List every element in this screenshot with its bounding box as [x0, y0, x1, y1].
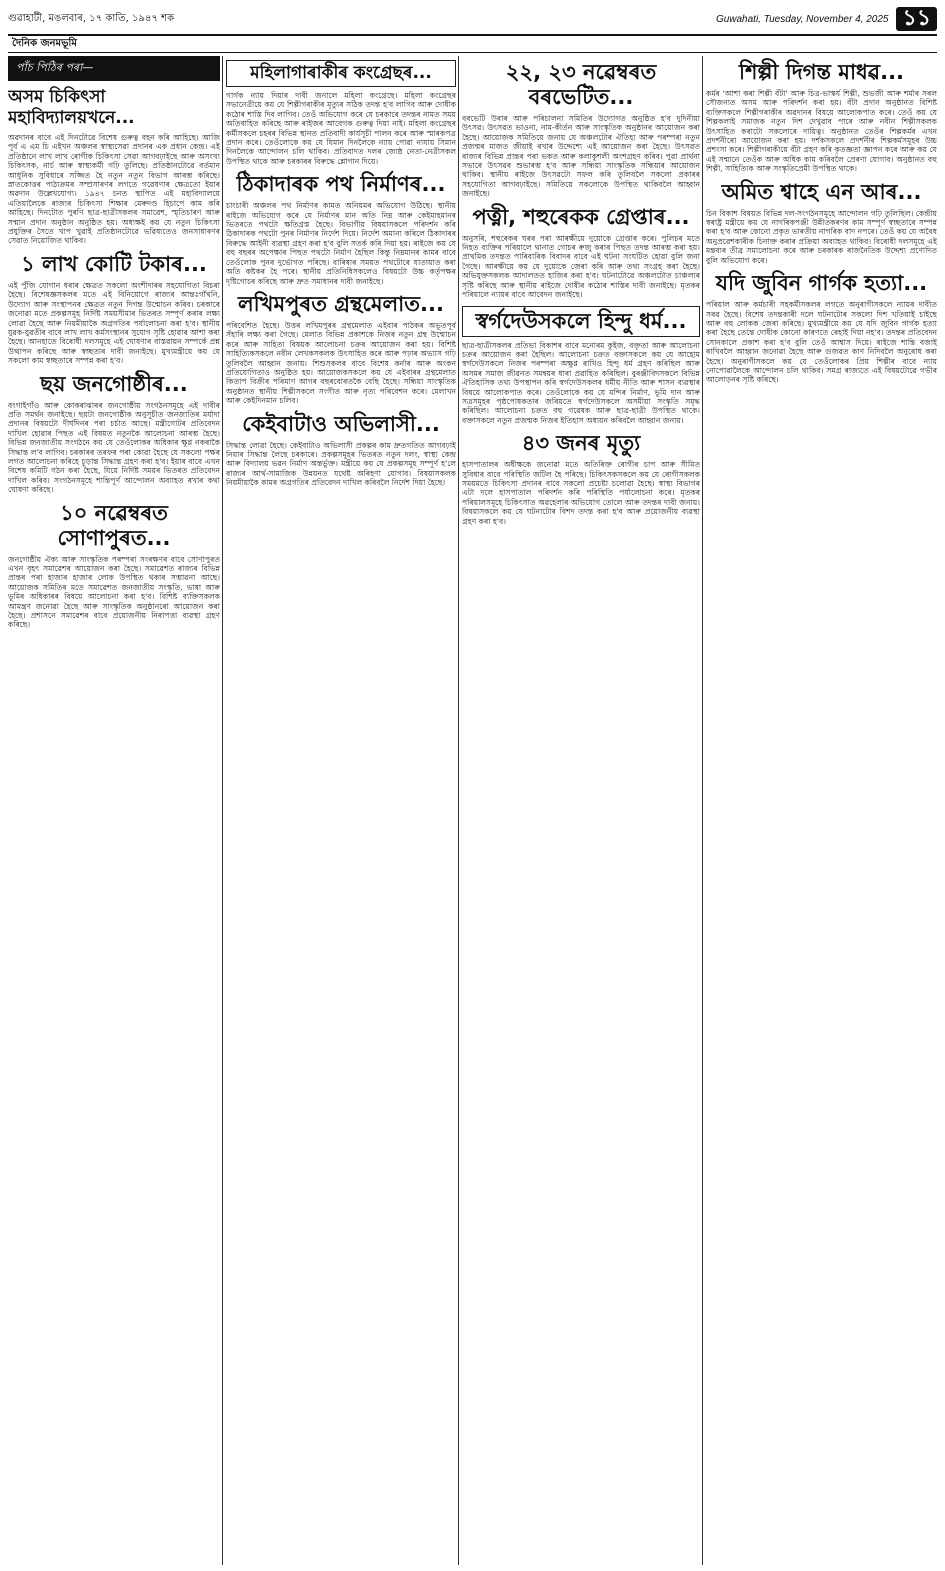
column-1 — [8, 56, 220, 1565]
article-body: বৰভেটি উৰাৰ আৰু পৰিচালনা সমিতিৰ উদ্যোগত অনুষ্ঠিত হ'ব দুদিনীয়া উৎসৱ। উৎসৱত ভাওনা, নাম-কীৰ্তন আৰু সাংস্কৃতিক অনুষ্ঠানৰ আয়োজন কৰা হৈছে। আয়োজক সমিতিয়ে জনায় যে অঞ্চলটোৰ ঐতিহ্য আৰু পৰম্পৰা নতুন প্ৰজন্মৰ মাজত জীয়াই ৰখাৰ উদ্দেশ্যে এই আয়োজন কৰা হৈছে। উৎসৱত ৰাজ্যৰ বিভিন্ন প্ৰান্তৰ পৰা ভকত আৰু কলাকুশলী অংশগ্ৰহণ কৰিব। পুৱা প্ৰাৰ্থনা সভাৰে উৎসৱৰ শুভাৰম্ভ হ'ব আৰু সন্ধিয়া সাংস্কৃতিক সন্ধিয়াৰ আয়োজন থাকিব। স্থানীয় ৰাইজে উৎসৱটো সফল কৰি তুলিবলৈ সকলো প্ৰকাৰৰ সহযোগিতা আগবঢ়াইছে। সমিতিয়ে সকলোকে উপস্থিত থাকিবলৈ আহ্বান জনাইছে। — [462, 114, 700, 199]
column-rule — [458, 56, 459, 1565]
article-headline: ১০ নৱেম্বৰত সোণাপুৰত... — [57, 500, 171, 550]
article-headline: ৪৩ জনৰ মৃত্যু — [521, 431, 641, 456]
article-body: পৰিবেশিত হৈছে। উত্তৰ লখিমপুৰৰ গ্ৰন্থমেলাত এইবাৰ পাঠকৰ অভূতপূৰ্ব সঁহাৰি লক্ষ্য কৰা গৈছে। মেলাত বিভিন্ন প্ৰকাশকে নিজৰ নতুন গ্ৰন্থ উন্মোচন কৰে আৰু সাহিত্য বিষয়ক আলোচনা চক্ৰৰ আয়োজন কৰা হয়। বিশিষ্ট সাহিত্যিকসকলে নবীন লেখকসকলক উৎসাহিত কৰে আৰু পঢ়াৰ অভ্যাস গঢ়ি তুলিবলৈ আহ্বান জনায়। শিশুসকলৰ বাবে বিশেষ কৰ্নাৰ আৰু অংকন প্ৰতিযোগিতাও অনুষ্ঠিত হয়। আয়োজকসকলে কয় যে এইবাৰৰ গ্ৰন্থমেলাত কিতাপ বিক্ৰীৰ পৰিমাণ আগৰ বছৰবোৰতকৈ বেছি হৈছে। সন্ধিয়া সাংস্কৃতিক অনুষ্ঠানত স্থানীয় শিল্পীসকলে সংগীত আৰু নৃত্য পৰিবেশন কৰে। মেলাখন আৰু কেইদিনমান চলিব। — [226, 320, 456, 406]
article-headline: স্বৰ্গদেউসকলে হিন্দু ধৰ্ম... — [462, 306, 700, 337]
article-headline: ঠিকাদাৰক পথ নিৰ্মাণৰ... — [236, 172, 446, 197]
article-headline: শিল্পী দিগন্ত মাধৱ... — [738, 60, 905, 84]
article-headline: ছয় জনগোষ্ঠীৰ... — [40, 371, 188, 396]
article-headline: ১ লাখ কোটি টকাৰ... — [21, 251, 207, 276]
article-headline: লখিমপুৰত গ্ৰন্থমেলাত... — [238, 291, 444, 316]
article-body: ছাত্ৰ-ছাত্ৰীসকলৰ প্ৰতিভা বিকাশৰ বাবে মনোৰম কুইজ, বক্তৃতা আৰু আলোচনা চক্ৰৰ আয়োজন কৰা হৈছিল। আলোচনা চক্ৰত বক্তাসকলে কয় যে আহোম স্বৰ্গদেউসকলে নিজৰ পৰম্পৰা অক্ষুণ্ণ ৰাখিও হিন্দু ধৰ্ম গ্ৰহণ কৰিছিল আৰু অসমৰ সমাজ জীৱনত সমন্বয়ৰ ধাৰা প্ৰৱাহিত কৰিছিল। বুৰঞ্জীবিদসকলে বিভিন্ন ঐতিহাসিক তথ্য উপস্থাপন কৰি স্বৰ্গদেউসকলৰ ধৰ্মীয় নীতি আৰু শাসন ব্যৱস্থাৰ বিষয়ে আলোকপাত কৰে। তেওঁলোকে কয় যে মন্দিৰ নিৰ্মাণ, ভূমি দান আৰু সত্ৰসমূহৰ পৃষ্ঠপোষকতাৰ জৰিয়তে স্বৰ্গদেউসকলে অসমীয়া সংস্কৃতি সমৃদ্ধ কৰিছিল। আলোচনা চক্ৰত বহু গৱেষক আৰু ছাত্ৰ-ছাত্ৰী উপস্থিত থাকে। বক্তাসকলে নতুন প্ৰজন্মক নিজৰ ইতিহাস অধ্যয়ন কৰিবলৈ আহ্বান জনায়। — [462, 340, 700, 425]
column-4 — [706, 56, 937, 1565]
article-headline: কেইবাটাও অভিলাসী... — [242, 411, 440, 436]
column-3 — [462, 56, 700, 1565]
article-body: অনুসৰি, শহুৰেকৰ ঘৰৰ পৰা আৰক্ষীয়ে দুয়োকে গ্ৰেপ্তাৰ কৰে। পুলিচৰ মতে নিহত ব্যক্তিৰ পৰিয়ালে থানাত গোচৰ ৰুজু কৰাৰ পিছত তদন্ত আৰম্ভ কৰা হয়। প্ৰাথমিক তদন্তত পাৰিবাৰিক বিবাদৰ বাবে এই ঘটনা সংঘটিত হোৱা বুলি জনা গৈছে। আৰক্ষীয়ে কয় যে দুয়োকে জেৰা কৰি আৰু তথ্য সংগ্ৰহ কৰা হৈছে। অভিযুক্তসকলক আদালতত হাজিৰ কৰা হ'ব। ঘটনাটোৱে অঞ্চলটোত চাঞ্চল্যৰ সৃষ্টি কৰিছে আৰু স্থানীয় ৰাইজে দোষীৰ কঠোৰ শাস্তিৰ দাবী জনাইছে। মৃতকৰ পৰিয়ালে ন্যায়ৰ বাবে আবেদন জনাইছে। — [462, 233, 700, 300]
article-body: সিদ্ধান্ত লোৱা হৈছে। কেইবাটাও অভিলাসী প্ৰকল্পৰ কাম দ্ৰুতগতিত আগবঢ়াই নিয়াৰ সিদ্ধান্ত লৈছে চৰকাৰে। প্ৰকল্পসমূহৰ ভিতৰত নতুন দলং, স্বাস্থ্য কেন্দ্ৰ আৰু বিদ্যালয় ভৱন নিৰ্মাণ অন্তৰ্ভুক্ত। মন্ত্ৰীয়ে কয় যে প্ৰকল্পসমূহ সম্পূৰ্ণ হ'লে ৰাজ্যৰ আৰ্থ-সামাজিক উন্নয়নত যথেষ্ট অৰিহণা যোগাব। বিষয়াসকলক নিয়মীয়াকৈ কামৰ অগ্ৰগতিৰ প্ৰতিবেদন দাখিল কৰিবলৈ নিৰ্দেশ দিয়া হৈছে। — [226, 440, 456, 488]
section-label: পাঁচ পিঠিৰ পৰা— — [8, 56, 220, 81]
article-body: হাসপাতালৰ অধীক্ষকে জনোৱা মতে অতিৰিক্ত ৰোগীৰ চাপ আৰু সীমিত সুবিধাৰ বাবে পৰিস্থিতি জটিল হৈ পৰিছে। চিকিৎসকসকলে কয় যে ৰোগীসকলক সময়মতে চিকিৎসা প্ৰদানৰ বাবে সকলো প্ৰচেষ্টা চলোৱা হৈছে। স্বাস্থ্য বিভাগৰ এটা দলে হাসপাতাল পৰিদৰ্শন কৰি পৰিস্থিতি পৰ্যালোচনা কৰে। মৃতকৰ পৰিয়ালসমূহে চিকিৎসাত অৱহেলাৰ অভিযোগ তোলে আৰু তদন্তৰ দাবী জনায়। বিষয়াসকলে কয় যে ঘটনাটোৰ বিশদ তদন্ত কৰা হ'ব আৰু প্ৰয়োজনীয় ব্যৱস্থা গ্ৰহণ কৰা হ'ব। — [462, 460, 700, 526]
column-2 — [226, 56, 456, 1565]
column-rule — [222, 56, 223, 1565]
article-body: চাংচাৰী অঞ্চলৰ পথ নিৰ্মাণৰ কামত অনিয়মৰ অভিযোগ উঠিছে। স্থানীয় ৰাইজে অভিযোগ কৰে যে নিৰ্মাণৰ মান অতি নিম্ন আৰু কেইমাহমানৰ ভিতৰতে পথটো ক্ষতিগ্ৰস্ত হৈছে। বিভাগীয় বিষয়াসকলে পৰিদৰ্শন কৰি ঠিকাদাৰক পথটো পুনৰ নিৰ্মাণৰ নিৰ্দেশ দিয়ে। নিৰ্দেশ অমান্য কৰিলে ঠিকাদাৰৰ বিৰুদ্ধে আইনী ব্যৱস্থা গ্ৰহণ কৰা হ'ব বুলি সতৰ্ক কৰি দিয়া হয়। ৰাইজে কয় যে বহু বছৰৰ অপেক্ষাৰ পিছত পথটো নিৰ্মাণ হৈছিল কিন্তু নিম্নমানৰ কামৰ বাবে তেওঁলোক পুনৰ দুৰ্ভোগত পৰিছে। বাৰিষাৰ সময়ত পথটোৰে যাতায়াত কৰা অতি কষ্টকৰ হৈ পৰে। স্থানীয় প্ৰতিনিধিসকলেও বিষয়টো উচ্চ কৰ্তৃপক্ষৰ দৃষ্টিগোচৰ কৰিছে আৰু দ্ৰুত সমাধানৰ দাবী জনাইছে। — [226, 201, 456, 286]
article-body: গাৰ্গক ন্যায় দিয়াৰ দাবী জনালে মহিলা কংগ্ৰেছে। মহিলা কংগ্ৰেছৰ সভানেত্ৰীয়ে কয় যে শিল্পীগৰাকীৰ মৃত্যুৰ সঠিক তদন্ত হ'ব লাগিব আৰু দোষীক কঠোৰ শাস্তি দিব লাগিব। তেওঁ অভিযোগ কৰে যে চৰকাৰে তদন্তৰ নামত সময় অতিবাহিত কৰিছে আৰু ৰাইজৰ আবেগক গুৰুত্ব দিয়া নাই। মহিলা কংগ্ৰেছৰ কৰ্মীসকলে চহৰৰ বিভিন্ন স্থানত প্ৰতিবাদী কাৰ্যসূচী পালন কৰে আৰু স্মাৰকপত্ৰ প্ৰদান কৰে। তেওঁলোকে কয় যে যিমান দিনলৈকে ন্যায় পোৱা নাযায় সিমান দিনলৈকে আন্দোলন চলি থাকিব। প্ৰতিবাদত দলৰ জ্যেষ্ঠ নেতা-নেত্ৰীসকল উপস্থিত থাকে আৰু চৰকাৰৰ বিৰুদ্ধে শ্লোগান দিয়ে। — [226, 91, 456, 166]
article-headline: যদি জুবিন গাৰ্গক হত্যা... — [715, 271, 928, 296]
article-headline: ২২, ২৩ নৱেম্বৰত বৰভেটিত... — [505, 60, 657, 109]
article-body: এই পুঁজি যোগান ধৰাৰ ক্ষেত্ৰত সকলো অংশীদাৰৰ সহযোগিতা বিচৰা হৈছে। বিশেষজ্ঞসকলৰ মতে এই বিনিয়োগে ৰাজ্যৰ আন্তঃগাঁথনি, উদ্যোগ আৰু সংস্থাপনৰ ক্ষেত্ৰত নতুন দিগন্ত উন্মোচন কৰিব। চৰকাৰে জনোৱা মতে প্ৰকল্পসমূহ নিৰ্দিষ্ট সময়সীমাৰ ভিতৰত সম্পূৰ্ণ কৰাৰ লক্ষ্য লোৱা হৈছে আৰু নিয়মীয়াকৈ অগ্ৰগতিৰ পৰ্যালোচনা কৰা হ'ব। স্থানীয় যুৱক-যুৱতীৰ বাবে লাখ লাখ কৰ্মসংস্থানৰ সুযোগ সৃষ্টি হোৱাৰ আশা কৰা হৈছে। আনহাতে বিৰোধী দলসমূহে এই ঘোষণাৰ বাস্তৱায়ন সম্পৰ্কে প্ৰশ্ন উত্থাপন কৰিছে আৰু স্বচ্ছতাৰ দাবী জনাইছে। মুখ্যমন্ত্ৰীয়ে কয় যে সকলো কাম স্বচ্ছতাৰে সম্পন্ন কৰা হ'ব। — [8, 280, 220, 366]
article-headline: অমিত শ্বাহে এন আৰ... — [721, 179, 922, 204]
page-number: ১১ — [896, 7, 937, 31]
article-body: চিন বিকাশ বিষয়ত বিভিন্ন দল-সংগঠনসমূহে আন্দোলন গঢ়ি তুলিছিল। কেন্দ্ৰীয় স্বৰাষ্ট্ৰ মন্ত্ৰীয়ে কয় যে নাগৰিকপঞ্জী উন্নীতকৰণৰ কাম সম্পূৰ্ণ স্বচ্ছতাৰে সম্পন্ন কৰা হ'ব আৰু কোনো প্ৰকৃত ভাৰতীয় নাগৰিক বাদ নপৰে। তেওঁ কয় যে অবৈধ অনুপ্ৰৱেশকাৰীক চিনাক্ত কৰাৰ প্ৰক্ৰিয়া অব্যাহত থাকিব। বিৰোধী দলসমূহে এই মন্তব্যৰ তীব্ৰ সমালোচনা কৰে আৰু চৰকাৰক ৰাজনৈতিক উদ্দেশ্য প্ৰণোদিত বুলি অভিযোগ কৰে। — [706, 208, 937, 265]
article-body: জনগোষ্ঠীয় ঐক্য আৰু সাংস্কৃতিক পৰম্পৰা সংৰক্ষণৰ বাবে সোণাপুৰত এখন বৃহৎ সমাৱেশৰ আয়োজন কৰা হৈছে। সমাৱেশত ৰাজ্যৰ বিভিন্ন প্ৰান্তৰ পৰা হাজাৰ হাজাৰ লোক উপস্থিত থকাৰ সম্ভাৱনা আছে। আয়োজক সমিতিৰ মতে সমাৱেশত জনজাতীয় সংস্কৃতি, ভাষা আৰু ভূমিৰ অধিকাৰৰ বিষয়ে আলোচনা কৰা হ'ব। বিশিষ্ট ব্যক্তিসকলক আমন্ত্ৰণ জনোৱা হৈছে আৰু সাংস্কৃতিক অনুষ্ঠানৰো আয়োজন কৰা হৈছে। প্ৰশাসনে সমাৱেশৰ বাবে প্ৰয়োজনীয় নিৰাপত্তা ব্যৱস্থা গ্ৰহণ কৰিছে। — [8, 554, 220, 630]
masthead-strip: দৈনিক জনমভূমি — [8, 34, 937, 53]
article-body: পৰিয়াল আৰু কৰ্মচাৰী সহকৰ্মীসকলৰ লগতে অনুৰাগীসকলে ন্যায়ৰ দাবীত সৰৱ হৈছে। বিশেষ তদন্তকাৰী দলে ঘটনাটোৰ সকলো দিশ খতিয়াই চাইছে আৰু বহু লোকক জেৰা কৰিছে। মুখ্যমন্ত্ৰীয়ে কয় যে যদি জুবিন গাৰ্গক হত্যা কৰা হৈছে তেন্তে দোষীক কোনো কাৰণতে ৰেহাই দিয়া নহ'ব। তদন্তৰ প্ৰতিবেদন সোনকালে প্ৰকাশ কৰা হ'ব বুলি তেওঁ আশ্বাস দিয়ে। ৰাইজে শান্তি বজাই ৰাখিবলৈ আহ্বান জনোৱা হৈছে আৰু গুজৱত কাণ নিদিবলৈ অনুৰোধ কৰা হৈছে। অনুৰাগীসকলে কয় যে তেওঁলোকৰ প্ৰিয় শিল্পীৰ বাবে ন্যায় নোপোৱালৈকে আন্দোলন চলি থাকিব। সমগ্ৰ ৰাজ্যতে এই বিষয়টোৱে গভীৰ আলোড়নৰ সৃষ্টি কৰিছে। — [706, 300, 937, 385]
folio-bar — [8, 6, 937, 32]
article-headline: মহিলাগাৰাকীৰ কংগ্ৰেছৰ... — [226, 60, 456, 87]
folio-right — [716, 7, 937, 31]
article-headline: পত্নী, শহুৰেকক গ্ৰেপ্তাৰ... — [472, 204, 690, 229]
folio-date-english: Guwahati, Tuesday, November 4, 2025 — [715, 13, 889, 25]
article-body: কৰ্মৰ 'আশা কৰা শিল্পী বঁটা' আৰু চিত্ৰ-ভাস্কৰ্য শিল্পী, শুভজী আৰু শৰ্মাৰ সৰল সৌজন্যত অসম আৰু পৰিদৰ্শন কৰা হয়। বঁটা প্ৰদান অনুষ্ঠানত বিশিষ্ট ব্যক্তিসকলে শিল্পীগৰাকীৰ অৱদানৰ বিষয়ে আলোকপাত কৰে। তেওঁ কয় যে শিল্পকলাই সমাজক নতুন দিশ দেখুৱাব পাৰে আৰু নবীন শিল্পীসকলক উৎসাহিত কৰাটো সকলোৰে দায়িত্ব। অনুষ্ঠানত তেওঁৰ শিল্পকৰ্মৰ এখন প্ৰদৰ্শনীৰো আয়োজন কৰা হয়। দৰ্শকসকলে প্ৰদৰ্শনীৰ শিল্পকৰ্মসমূহৰ উচ্চ প্ৰশংসা কৰে। শিল্পীগৰাকীয়ে বঁটা গ্ৰহণ কৰি কৃতজ্ঞতা জ্ঞাপন কৰে আৰু কয় যে এই সন্মানে তেওঁক আৰু অধিক কাম কৰিবলৈ প্ৰেৰণা যোগাব। অনুষ্ঠানত বহু শিল্পী, সাহিত্যিক আৰু সংস্কৃতিপ্ৰেমী উপস্থিত থাকে। — [706, 89, 937, 174]
article-body: বংগাইগাঁও আৰু কোকৰাঝাৰৰ জনগোষ্ঠীয় সংগঠনসমূহে এই দাবীৰ প্ৰতি সমৰ্থন জনাইছে। ছয়টা জনগোষ্ঠীক অনুসূচীত জনজাতিৰ মৰ্যাদা প্ৰদানৰ বিষয়টো দীৰ্ঘদিনৰ পৰা চৰ্চাত আছে। মন্ত্ৰীগোটৰ প্ৰতিবেদন দাখিল হোৱাৰ পিছত এই বিষয়ত নতুনকৈ আলোচনা আৰম্ভ হৈছে। বিভিন্ন জনজাতীয় সংগঠনে কয় যে তেওঁলোকৰ অধিকাৰ ক্ষুণ্ণ নকৰাকৈ সিদ্ধান্ত ল'ব লাগিব। চৰকাৰৰ তৰফৰ পৰা কোৱা হৈছে যে সকলো পক্ষৰ লগত আলোচনা কৰিহে চূড়ান্ত সিদ্ধান্ত গ্ৰহণ কৰা হ'ব। ইয়াৰ বাবে এখন বিশেষ কমিটি গঠন কৰা হৈছে, যিয়ে নিৰ্দিষ্ট সময়ৰ ভিতৰত প্ৰতিবেদন দাখিল কৰিব। সংগঠনসমূহে শান্তিপূৰ্ণ আন্দোলন অব্যাহত ৰখাৰ কথা ঘোষণা কৰিছে। — [8, 400, 220, 495]
folio-date-assamese: গুৱাহাটী, মঙলবাৰ, ১৭ কাতি, ১৯৪৭ শক — [8, 12, 175, 24]
column-rule — [702, 56, 703, 1565]
article-body: অৱদানৰ বাবে এই দিনটোৱে বিশেষ গুৰুত্ব বহন কৰি আহিছে। আজি পূৰ্ব এ এম চি এইখন অঞ্চলৰ স্বাস্থ্যসেৱা প্ৰদানৰ এক প্ৰধান কেন্দ্ৰ। এই প্ৰতিষ্ঠানে লাখ লাখ ৰোগীক চিকিৎসা সেৱা আগবঢ়াইছে আৰু অসংখ্য চিকিৎসক, নাৰ্চ আৰু স্বাস্থ্যকৰ্মী গঢ়ি তুলিছে। প্ৰতিষ্ঠানটোৱে বৰ্তমান আধুনিক সুবিধাৰে সজ্জিত হৈ নতুন নতুন বিভাগ আৰম্ভ কৰিছে। স্নাতকোত্তৰ পাঠ্যক্ৰমৰ সম্প্ৰসাৰণৰ লগতে গৱেষণাৰ ক্ষেত্ৰতো ইয়াৰ অৱদান উল্লেখযোগ্য। ১৯৪৭ চনত স্থাপিত এই মহাবিদ্যালয়ে এতিয়ালৈকে ৰাজ্যৰ চিকিৎসা শিক্ষাৰ মেৰুদণ্ড হিচাপে কাম কৰি আহিছে। দিনটোত পুৰণি ছাত্ৰ-ছাত্ৰীসকলৰ সমাৱেশ, স্মৃতিচাৰণ আৰু সন্মান প্ৰদান অনুষ্ঠান অনুষ্ঠিত হয়। অধ্যক্ষই কয় যে নতুন চিকিৎসা প্ৰযুক্তিৰ সৈতে খাপ খুৱাই প্ৰতিষ্ঠানটোৱে ভৱিষ্যতেও জনসাধাৰণৰ সেৱাত নিয়োজিত থাকিব। — [8, 133, 220, 246]
article-headline: অসম চিকিৎসা মহাবিদ্যালয়খনে... — [8, 87, 135, 128]
